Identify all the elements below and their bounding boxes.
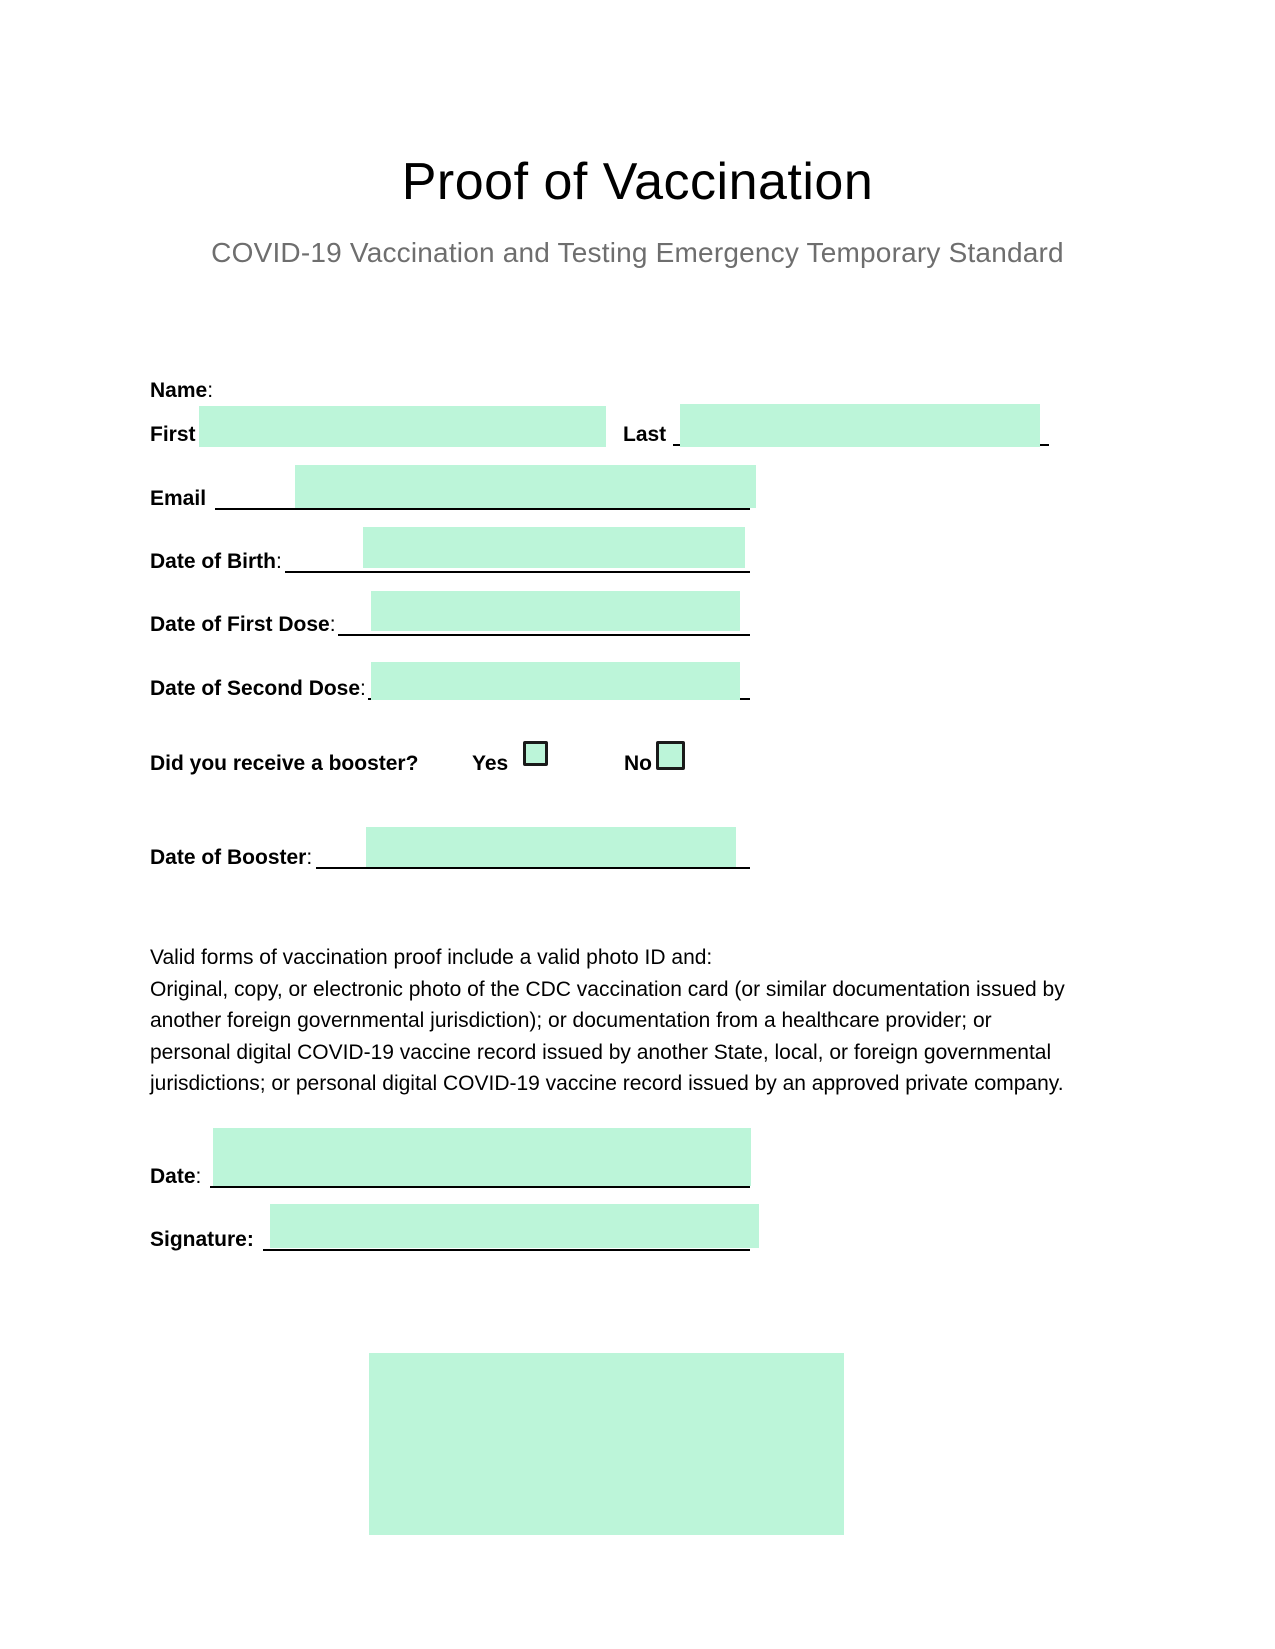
name-label: Name: [150,379,214,402]
signature-label: Signature: [150,1228,254,1251]
booster-no-label: No [624,752,652,775]
email-label: Email [150,487,207,510]
booster-date-field[interactable] [366,827,736,867]
first-name-label: First [150,423,196,446]
signature-underline [263,1249,750,1251]
signature-field[interactable] [270,1204,759,1248]
booster-date-label: Date of Booster: [150,846,313,869]
second-dose-field[interactable] [371,662,740,700]
date-field[interactable] [213,1128,751,1186]
booster-yes-checkbox[interactable] [523,741,548,766]
booster-no-checkbox[interactable] [656,741,685,770]
first-dose-underline [338,634,750,636]
first-name-field[interactable] [199,406,606,447]
first-dose-field[interactable] [371,591,740,631]
email-underline [215,508,750,510]
dob-label: Date of Birth: [150,550,282,573]
vaccination-proof-info [150,942,1140,1100]
info-line: Original, copy, or electronic photo of the CDC vaccination card (or similar documentation issued by [150,977,1065,1001]
email-field[interactable] [295,465,756,508]
info-line: another foreign governmental jurisdiction); or documentation from a healthcare provider; or [150,1009,992,1032]
page-subtitle: COVID-19 Vaccination and Testing Emergency Temporary Standard [211,237,1064,268]
page-title: Proof of Vaccination [401,153,874,211]
proof-upload-area[interactable] [369,1353,844,1535]
second-dose-label: Date of Second Dose: [150,677,366,700]
last-name-field[interactable] [680,404,1040,447]
first-dose-label: Date of First Dose: [150,613,336,636]
info-line: jurisdictions; or personal digital COVID-19 vaccine record issued by an approved private company. [150,1072,1064,1095]
dob-field[interactable] [363,527,745,568]
booster-yes-label: Yes [472,752,509,775]
booster-date-underline [316,867,750,869]
dob-underline [285,571,750,573]
date-label: Date: [150,1165,202,1188]
last-name-label: Last [623,423,667,446]
date-underline [210,1186,750,1188]
info-line: personal digital COVID-19 vaccine record issued by another State, local, or foreign governmental [150,1040,1052,1064]
info-line: Valid forms of vaccination proof include a valid photo ID and: [150,946,713,969]
booster-question: Did you receive a booster? [150,752,419,775]
